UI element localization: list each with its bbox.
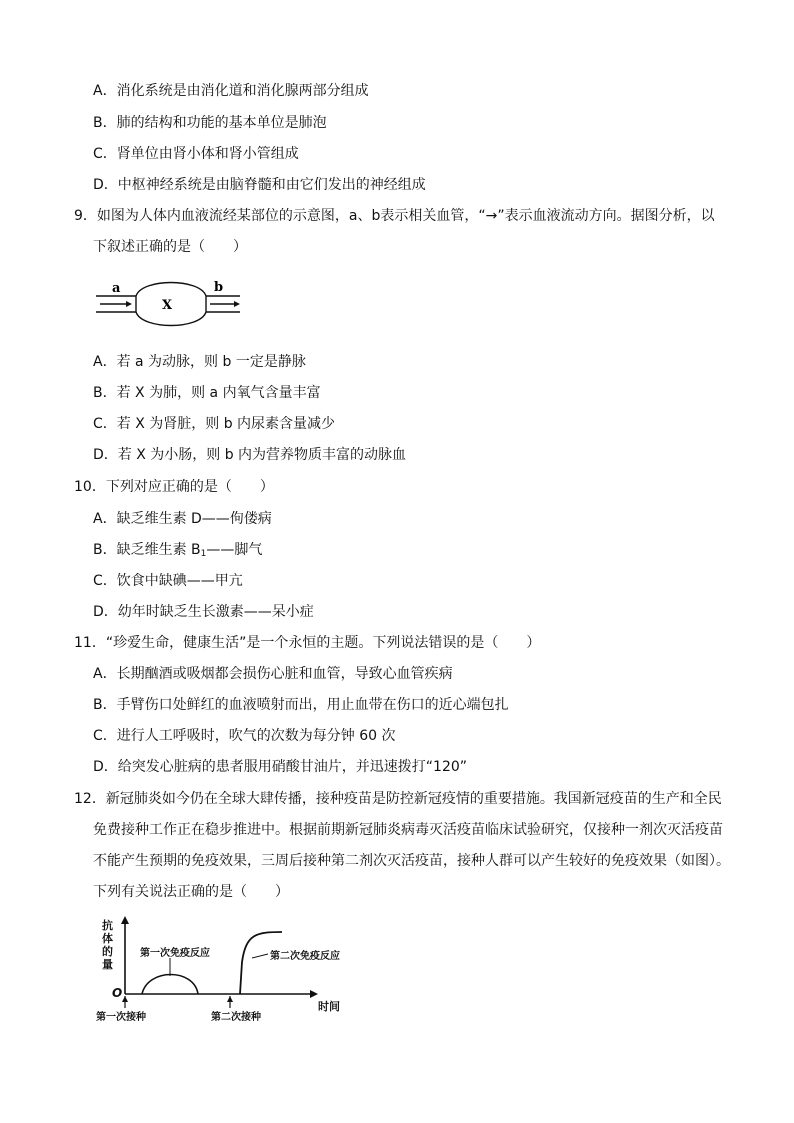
q11-option-b: B．手臂伤口处鲜红的血液喷射而出，用止血带在伤口的近心端包扎 — [93, 697, 509, 713]
label-b: b — [214, 280, 224, 295]
q11-option-a: A．长期酗酒或吸烟都会损伤心脏和血管，导致心血管疾病 — [93, 666, 453, 682]
q10-option-a: A．缺乏维生素 D——佝偻病 — [93, 511, 272, 527]
q11-option-d: D．给突发心脏病的患者服用硝酸甘油片，并迅速拨打“120” — [93, 759, 468, 775]
q9-option-c: C．若 X 为肾脏，则 b 内尿素含量减少 — [93, 416, 336, 432]
second-response-curve — [240, 932, 282, 994]
first-dose-label: 第一次接种 — [96, 1012, 146, 1023]
origin-label: O — [112, 986, 123, 1000]
y-axis-char-2: 体 — [102, 932, 113, 945]
q9-stem-line1: 9．如图为人体内血液流经某部位的示意图，a、b表示相关血管，“→”表示血液流动方向。据图分析，以 — [74, 208, 715, 224]
q8-option-a: A．消化系统是由消化道和消化腺两部分组成 — [93, 83, 369, 99]
second-dose-label: 第二次接种 — [211, 1012, 261, 1023]
q10-option-c: C．饮食中缺碘——甲亢 — [93, 573, 243, 589]
label-x: X — [162, 298, 173, 313]
q10-option-b-pre: B．缺乏维生素 B — [93, 542, 201, 558]
q10-option-b — [93, 541, 262, 563]
first-response-curve — [142, 975, 198, 995]
label-a: a — [112, 281, 121, 296]
q9-option-d: D．若 X 为小肠，则 b 内为营养物质丰富的动脉血 — [93, 447, 407, 463]
immune-response-graph — [90, 912, 370, 1028]
q10-option-d: D．幼年时缺乏生长激素——呆小症 — [93, 604, 314, 620]
y-axis-char-4: 量 — [102, 958, 113, 971]
q8-option-d: D．中枢神经系统是由脑脊髓和由它们发出的神经组成 — [93, 177, 426, 193]
y-axis-arrow-icon — [121, 916, 129, 924]
q11-option-c: C．进行人工呼吸时，吹气的次数为每分钟 60 次 — [93, 728, 396, 744]
arrowhead-b-icon — [234, 301, 240, 307]
first-dose-arrow-icon — [122, 996, 128, 1002]
q12-stem-line2: 免费接种工作正在稳步推进中。根据前期新冠肺炎病毒灭活疫苗临床试验研究，仅接种一剂次灭活疫苗 — [93, 822, 723, 838]
q10-option-b-post: ——脚气 — [206, 542, 263, 558]
q11-stem: 11．“珍爱生命，健康生活”是一个永恒的主题。下列说法错误的是（ ） — [74, 635, 541, 651]
q8-option-b: B．肺的结构和功能的基本单位是肺泡 — [93, 115, 327, 131]
q12-stem-line4: 下列有关说法正确的是（ ） — [93, 884, 289, 900]
y-axis-char-1: 抗 — [102, 919, 113, 932]
second-response-label: 第二次免疫反应 — [270, 951, 340, 962]
second-dose-arrow-icon — [227, 996, 233, 1002]
arrowhead-a-icon — [126, 301, 132, 307]
q12-stem-line3: 不能产生预期的免疫效果，三周后接种第二剂次灭活疫苗，接种人群可以产生较好的免疫效果（如图）。 — [93, 853, 730, 869]
blood-flow-diagram — [92, 274, 248, 338]
q9-option-a: A．若 a 为动脉，则 b 一定是静脉 — [93, 354, 306, 370]
q10-stem: 10．下列对应正确的是（ ） — [74, 479, 274, 495]
q12-stem-line1: 12．新冠肺炎如今仍在全球大肆传播，接种疫苗是防控新冠疫情的重要措施。我国新冠疫苗的生产和全民 — [74, 791, 722, 807]
q8-option-c: C．肾单位由肾小体和肾小管组成 — [93, 146, 299, 162]
y-axis-char-3: 的 — [102, 945, 113, 958]
x-axis-label: 时间 — [318, 1000, 340, 1013]
x-axis-arrow-icon — [310, 990, 318, 998]
q10-option-b-sub: 1 — [200, 549, 207, 559]
q9-stem-line2: 下叙述正确的是（ ） — [93, 239, 247, 255]
second-response-pointer — [252, 954, 268, 958]
q9-option-b: B．若 X 为肺，则 a 内氧气含量丰富 — [93, 385, 321, 401]
first-response-label: 第一次免疫反应 — [140, 948, 210, 959]
